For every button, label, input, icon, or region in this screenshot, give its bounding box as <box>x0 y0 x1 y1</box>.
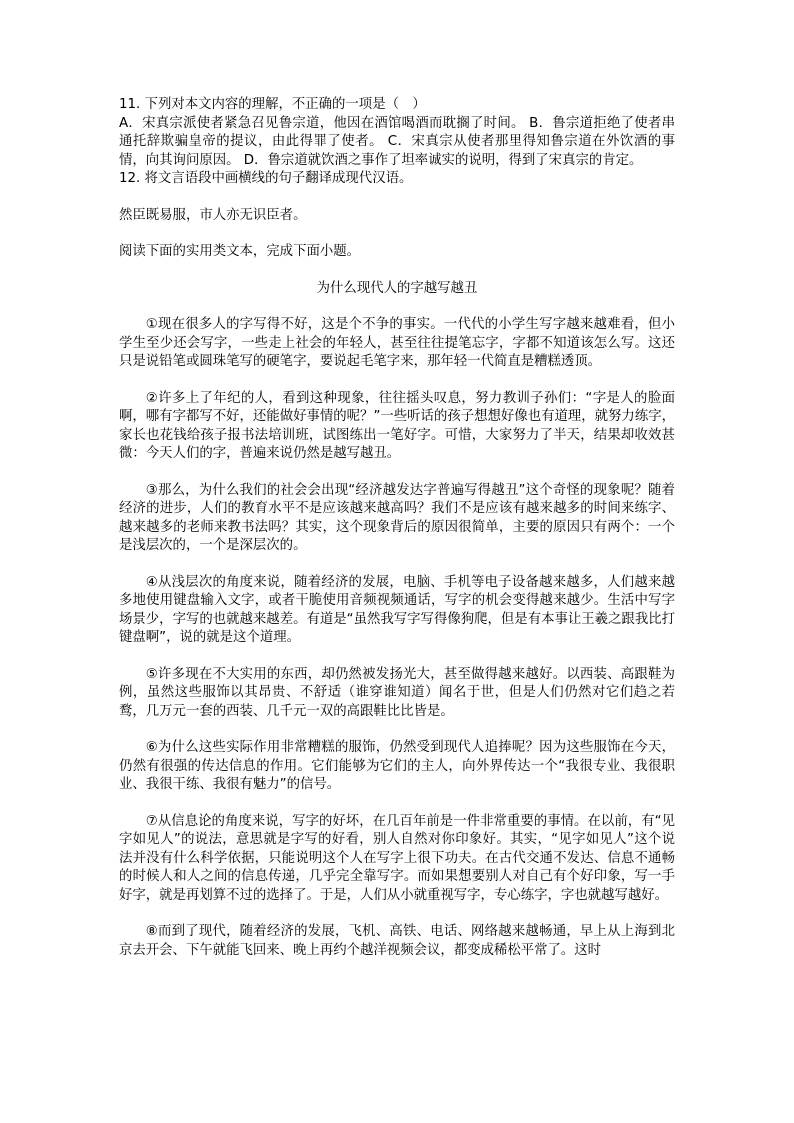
spacer <box>119 225 675 243</box>
reading-intro: 阅读下面的实用类文本，完成下面小题。 <box>119 244 361 259</box>
article-paragraph-6: ⑥为什么这些实际作用非常糟糕的服饰，仍然受到现代人追捧呢？因为这些服饰在今天，仍然有很强的传达信息的作用。它们能够为它们的主人，向外界传达一个“我很专业、我很职业、我很干练、我很有魅力”的信号。 <box>119 740 675 792</box>
question-12-stem: 12. 将文言语段中画横线的句子翻译成现代汉语。 <box>119 171 413 186</box>
spacer <box>119 262 675 280</box>
question-11-options: A．宋真宗派使者紧急召见鲁宗道，他因在酒馆喝酒而耽搁了时间。 B．鲁宗道拒绝了使者串通托辞欺骗皇帝的提议，由此得罪了使者。 C．宋真宗从使者那里得知鲁宗道在外饮酒的事情，向其询问原因。 D．鲁宗道就饮酒之事作了坦率诚实的说明，得到了宋真宗的肯定。 <box>119 115 675 168</box>
article-body <box>119 316 675 960</box>
article-paragraph-8: ⑧而到了现代，随着经济的发展，飞机、高铁、电话、网络越来越畅通，早上从上海到北京去开会、下午就能飞回来、晚上再约个越洋视频会议，都变成稀松平常了。这时 <box>119 924 675 958</box>
article-paragraph-2: ②许多上了年纪的人，看到这种现象，往往摇头叹息，努力教训子孙们：“字是人的脸面啊，哪有字都写不好，还能做好事情的呢？”一些听话的孩子想想好像也有道理，就努力练字，家长也花钱给孩子报书法培训班，试图练出一笔好字。可惜，大家努力了半天，结果却收效甚微：今天人们的字，普遍来说仍然是越写越丑。 <box>119 390 675 461</box>
question-12-sentence: 然臣既易服，市人亦无识臣者。 <box>119 207 307 223</box>
document-page <box>119 96 675 960</box>
spacer <box>119 298 675 316</box>
article-paragraph-1: ①现在很多人的字写得不好，这是个不争的事实。一代代的小学生写字越来越难看，但小学生至少还会写字，一些走上社会的年轻人，甚至往往提笔忘字，字都不知道该怎么写。这还只是说铅笔或圆珠笔写的硬笔字，要说起毛笔字来，那年轻一代简直是糟糕透顶。 <box>119 317 675 369</box>
question-11-stem: 11. 下列对本文内容的理解，不正确的一项是（ ） <box>119 97 426 112</box>
spacer <box>119 189 675 207</box>
article-paragraph-4: ④从浅层次的角度来说，随着经济的发展，电脑、手机等电子设备越来越多，人们越来越多地使用键盘输入文字，或者干脆使用音频视频通话，写字的机会变得越来越少。生活中写字场景少，字写的也就越来越差。有道是“虽然我写字写得像狗爬，但是有本事让王羲之跟我比打键盘啊”，说的就是这个道理。 <box>119 574 675 645</box>
article-title: 为什么现代人的字越写越丑 <box>316 280 478 296</box>
article-paragraph-7: ⑦从信息论的角度来说，写字的好坏，在几百年前是一件非常重要的事情。在以前，有“见字如见人”的说法，意思就是字写的好看，别人自然对你印象好。其实，“见字如见人”这个说法并没有什么科学依据，只能说明这个人在写字上很下功夫。在古代交通不发达、信息不通畅的时候人和人之间的信息传递，几乎完全靠写字。而如果想要别人对自己有个好印象，写一手好字，就是再划算不过的选择了。于是，人们从小就重视写字，专心练字，字也就越写越好。 <box>119 813 675 903</box>
article-paragraph-3: ③那么，为什么我们的社会会出现“经济越发达字普遍写得越丑”这个奇怪的现象呢？随着经济的进步，人们的教育水平不是应该越来越高吗？我们不是应该有越来越多的时间来练字、越来越多的老师来教书法吗？其实，这个现象背后的原因很简单，主要的原因只有两个：一个是浅层次的，一个是深层次的。 <box>119 482 675 553</box>
article-paragraph-5: ⑤许多现在不大实用的东西，却仍然被发扬光大，甚至做得越来越好。以西装、高跟鞋为例，虽然这些服饰以其昂贵、不舒适（谁穿谁知道）闻名于世，但是人们仍然对它们趋之若鹜，几万元一套的西装、几千元一双的高跟鞋比比皆是。 <box>119 666 675 719</box>
